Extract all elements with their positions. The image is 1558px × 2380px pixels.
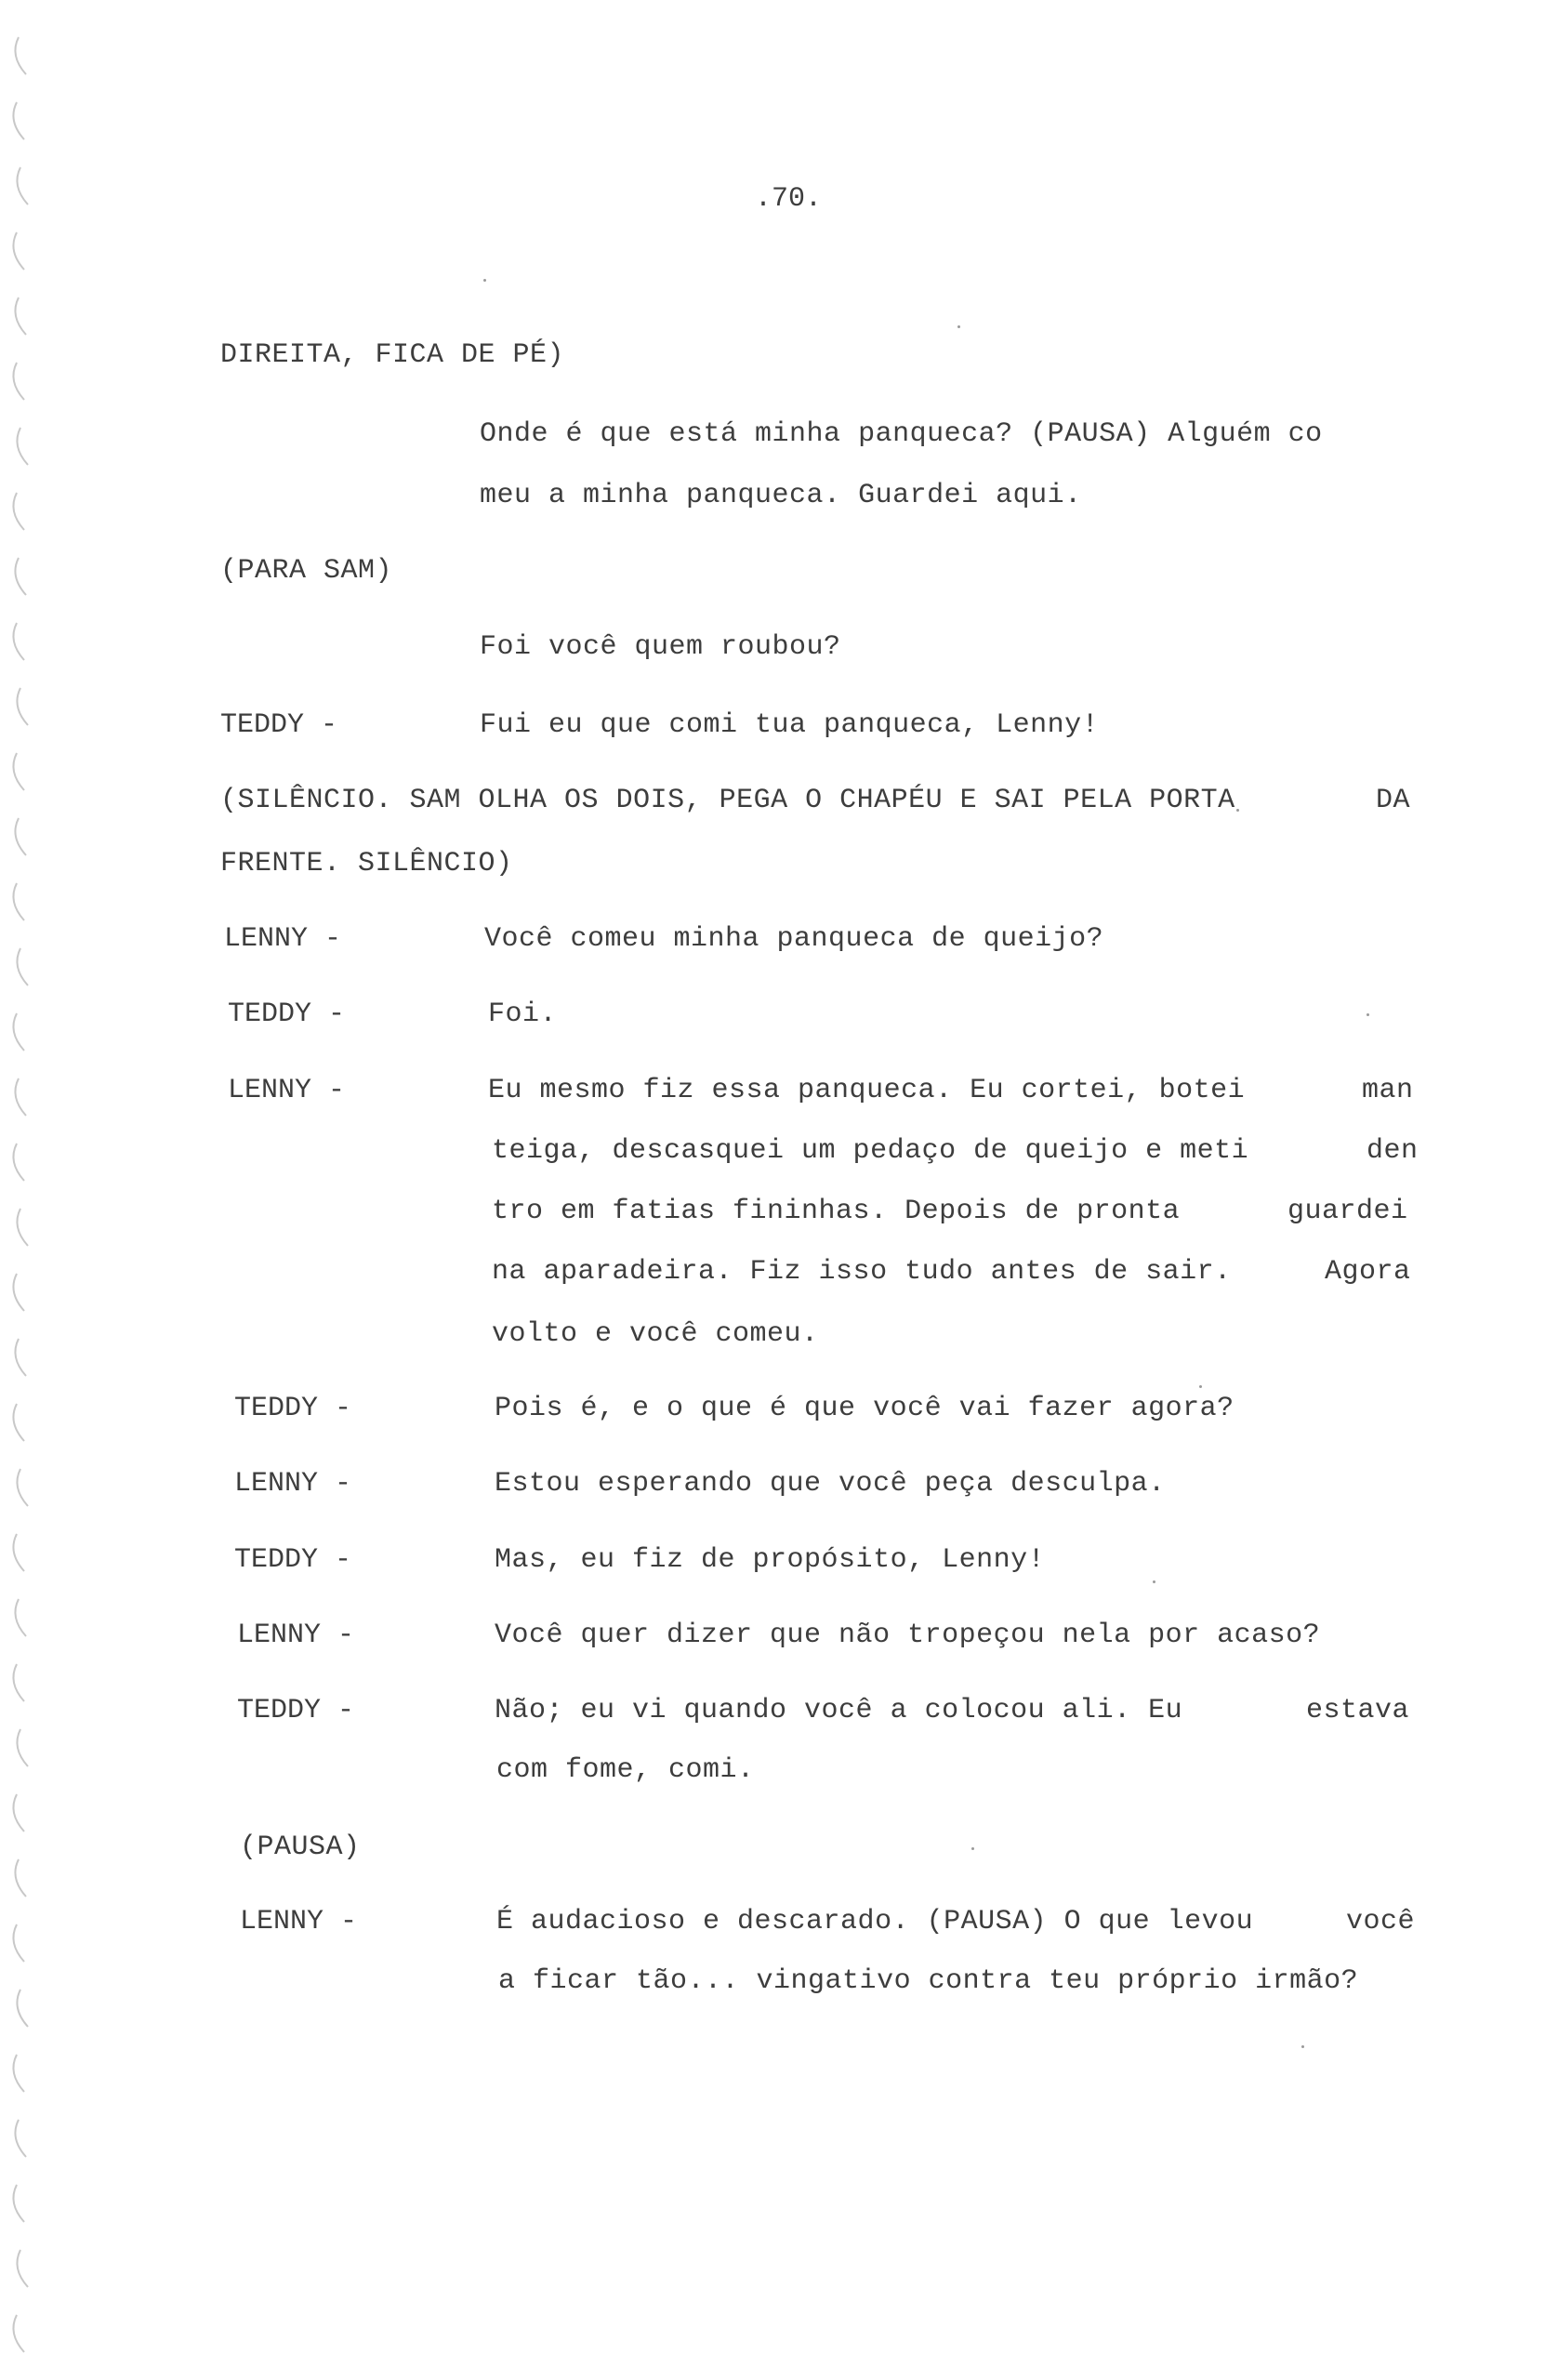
script-line-dialogue: você xyxy=(1346,1906,1416,1937)
speaker-label: LENNY - xyxy=(240,1906,358,1937)
script-line-dialogue: a ficar tão... vingativo contra teu próprio irmão? xyxy=(498,1965,1359,1997)
script-line-dialogue: na aparadeira. Fiz isso tudo antes de sair. xyxy=(492,1256,1232,1288)
speaker-label: LENNY - xyxy=(234,1468,352,1500)
script-line-dialogue: man xyxy=(1362,1075,1414,1106)
script-line-dialogue: estava xyxy=(1306,1695,1410,1726)
speaker-label: TEDDY - xyxy=(237,1695,355,1726)
script-line-dialogue: Você quer dizer que não tropeçou nela por acaso? xyxy=(495,1620,1321,1651)
script-line-stage-direction: DIREITA, FICA DE PÉ) xyxy=(220,339,565,371)
script-line-dialogue: Fui eu que comi tua panqueca, Lenny! xyxy=(480,709,1100,741)
script-line-dialogue: meu a minha panqueca. Guardei aqui. xyxy=(480,480,1082,511)
scan-speck xyxy=(1367,1013,1369,1016)
script-line-stage-direction: DA xyxy=(1376,785,1411,816)
script-line-dialogue: Eu mesmo fiz essa panqueca. Eu cortei, botei xyxy=(488,1075,1246,1106)
speaker-label: TEDDY - xyxy=(234,1544,352,1576)
script-line-dialogue: Foi você quem roubou? xyxy=(480,631,841,663)
script-line-dialogue: volto e você comeu. xyxy=(492,1318,819,1350)
script-line-dialogue: den xyxy=(1367,1135,1419,1167)
script-line-dialogue: Onde é que está minha panqueca? (PAUSA) Alguém co xyxy=(480,418,1323,450)
speaker-label: LENNY - xyxy=(237,1620,355,1651)
script-line-dialogue: Agora xyxy=(1325,1256,1411,1288)
speaker-label: LENNY - xyxy=(228,1075,346,1106)
speaker-label: LENNY - xyxy=(224,923,342,955)
script-line-dialogue: guardei xyxy=(1287,1196,1408,1227)
script-line-stage-direction: (PARA SAM) xyxy=(220,555,393,587)
speaker-label: TEDDY - xyxy=(220,709,338,741)
script-line-stage-direction: (SILÊNCIO. SAM OLHA OS DOIS, PEGA O CHAPÉU E SAI PELA PORTA xyxy=(220,785,1235,816)
script-line-dialogue: Estou esperando que você peça desculpa. xyxy=(495,1468,1166,1500)
scan-speck xyxy=(957,325,960,328)
scan-speck xyxy=(483,279,486,282)
scan-speck xyxy=(1153,1580,1155,1583)
script-line-dialogue: com fome, comi. xyxy=(496,1754,755,1786)
script-line-dialogue: Foi. xyxy=(488,998,558,1030)
script-line-stage-direction: (PAUSA) xyxy=(240,1831,361,1863)
script-line-dialogue: Mas, eu fiz de propósito, Lenny! xyxy=(495,1544,1046,1576)
script-line-dialogue: teiga, descasquei um pedaço de queijo e meti xyxy=(492,1135,1249,1167)
speaker-label: TEDDY - xyxy=(234,1393,352,1424)
script-line-dialogue: tro em fatias fininhas. Depois de pronta xyxy=(492,1196,1181,1227)
binding-holes-decoration xyxy=(0,0,56,2380)
scan-speck xyxy=(1199,1385,1202,1388)
page-number: .70. xyxy=(755,183,823,215)
script-line-dialogue: Não; eu vi quando você a colocou ali. Eu xyxy=(495,1695,1183,1726)
scan-speck xyxy=(971,1847,974,1850)
script-line-stage-direction: FRENTE. SILÊNCIO) xyxy=(220,848,513,879)
scan-speck xyxy=(1236,809,1239,812)
script-line-dialogue: É audacioso e descarado. (PAUSA) O que levou xyxy=(496,1906,1254,1937)
scan-speck xyxy=(1301,2045,1304,2048)
speaker-label: TEDDY - xyxy=(228,998,346,1030)
script-line-dialogue: Você comeu minha panqueca de queijo? xyxy=(484,923,1104,955)
script-line-dialogue: Pois é, e o que é que você vai fazer agora? xyxy=(495,1393,1235,1424)
